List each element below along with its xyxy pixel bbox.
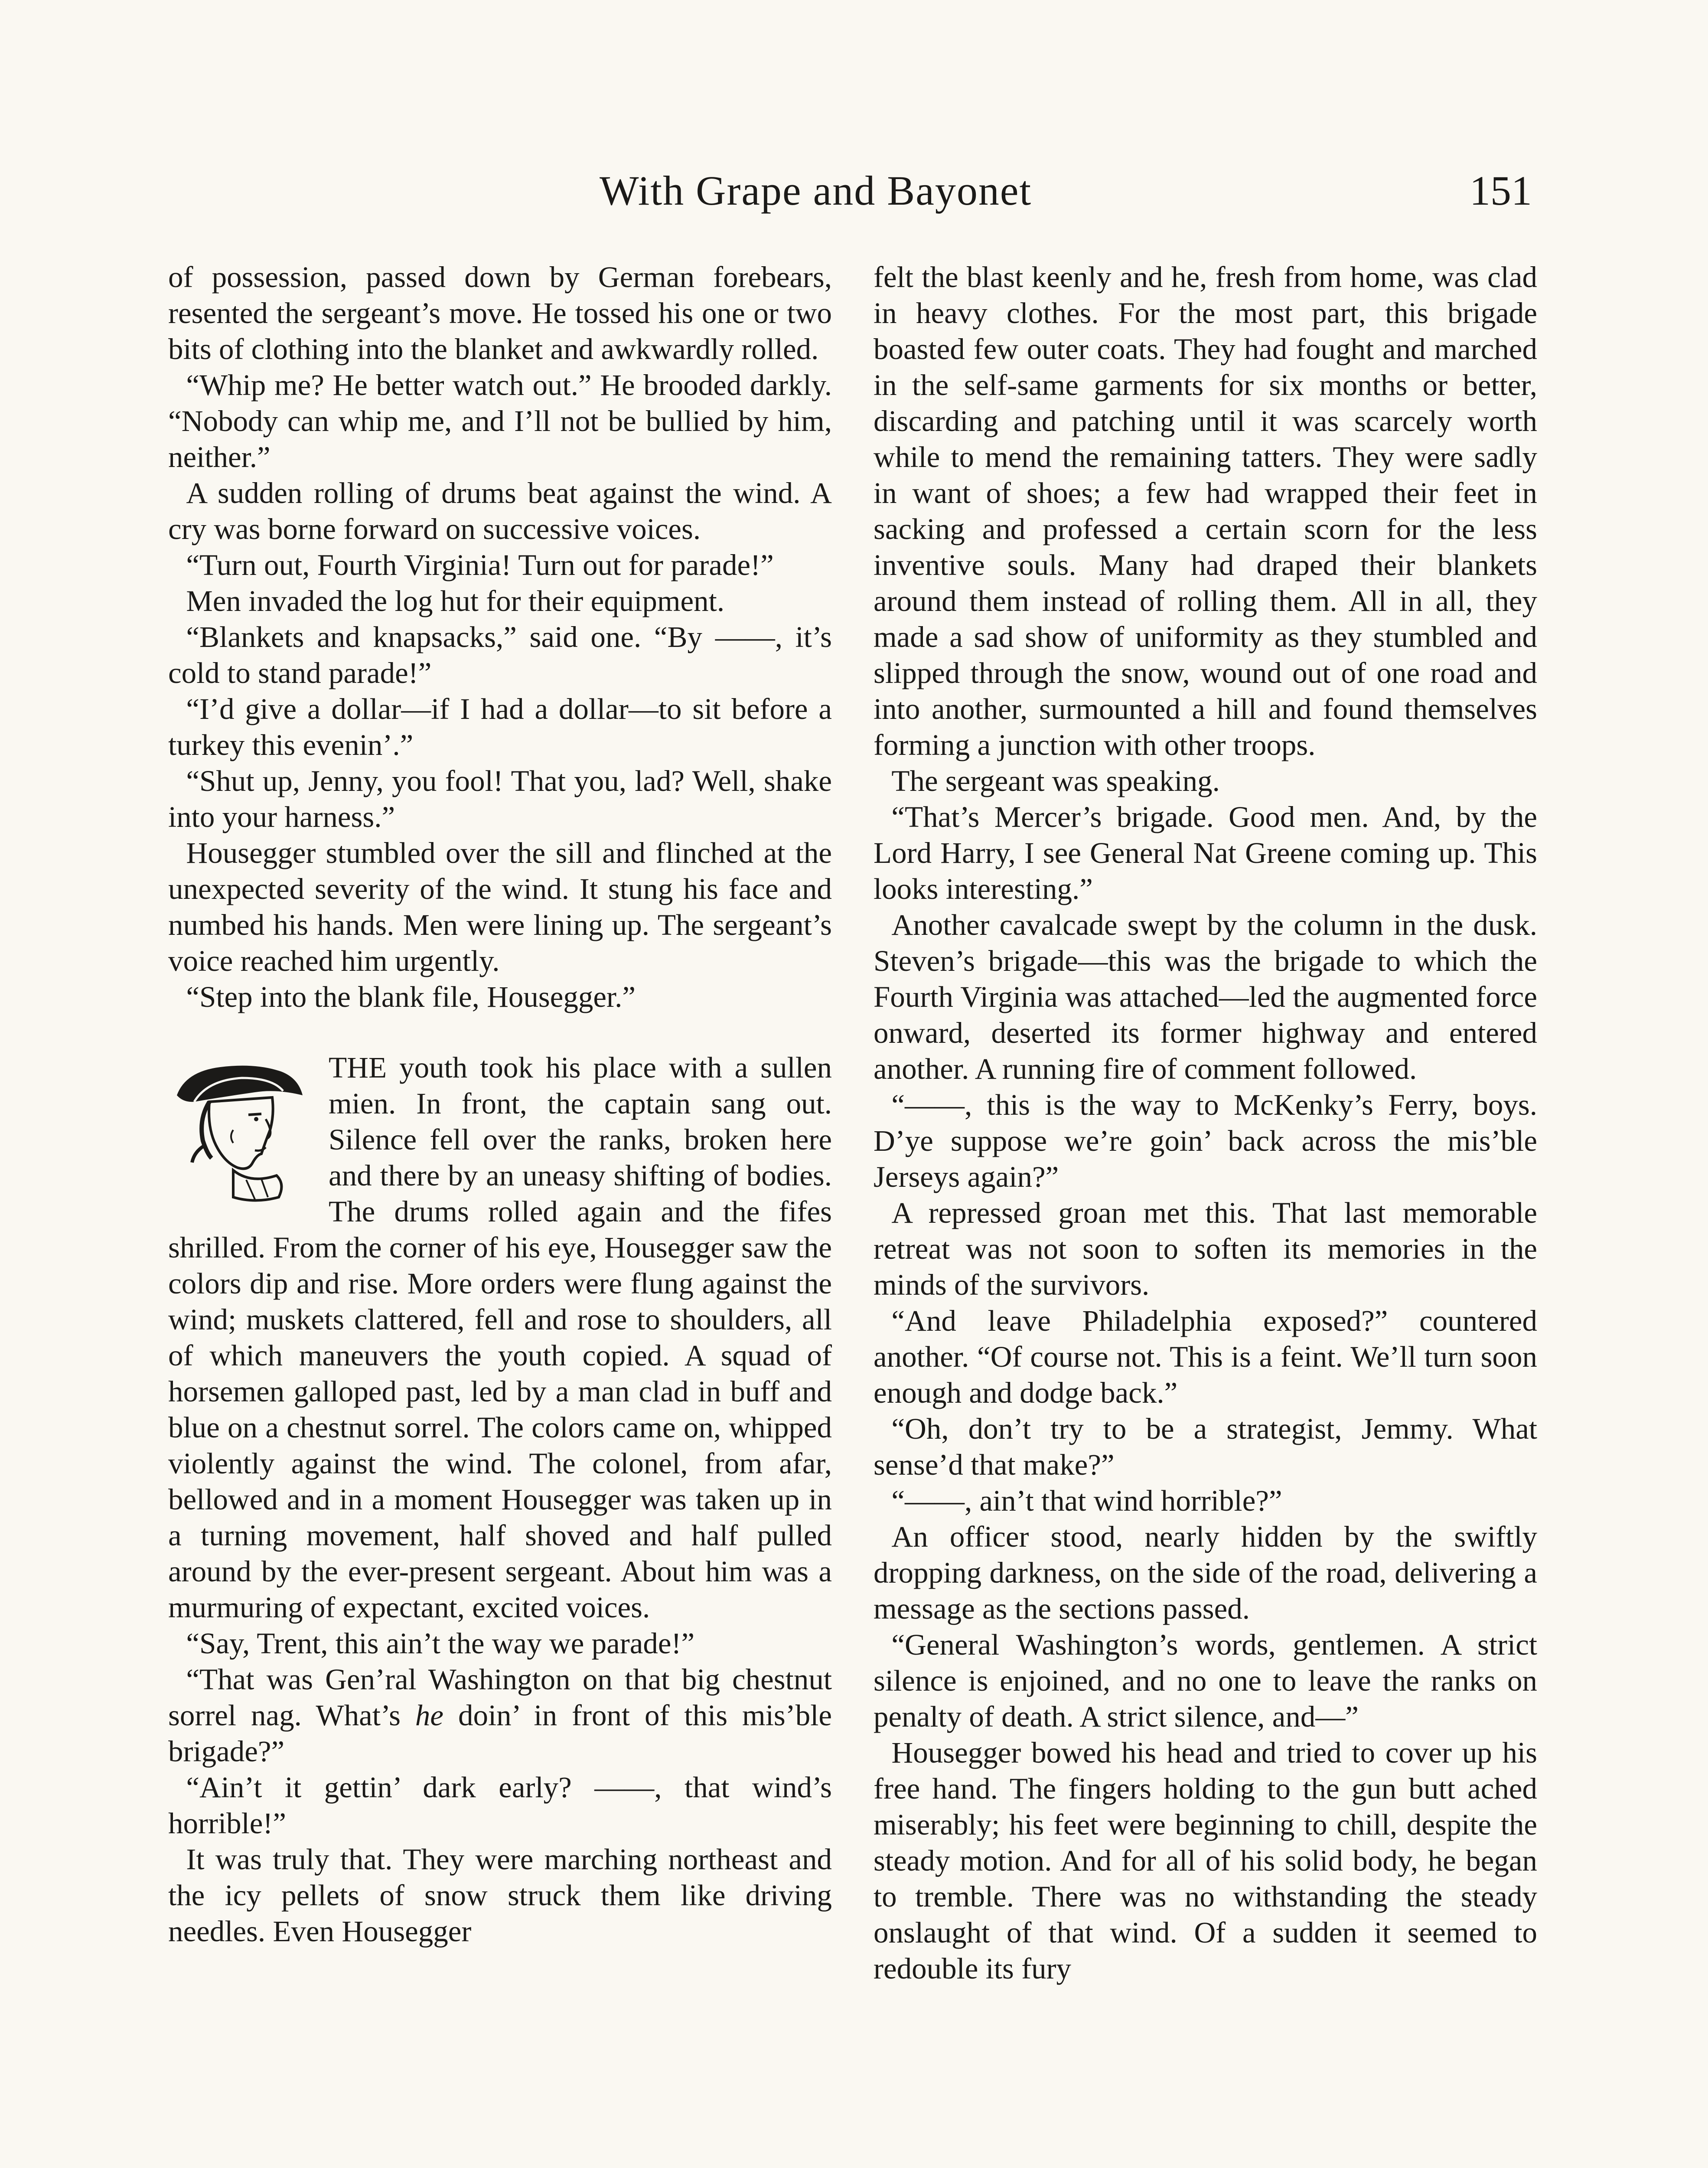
paragraph: “And leave Philadelphia exposed?” countered another. “Of course not. This is a feint. We’ll turn soon enough and dodge back.” (874, 1304, 1537, 1409)
left-column (168, 259, 832, 1949)
running-title: With Grape and Bayonet (600, 167, 1032, 214)
paragraph: A repressed groan met this. That last memorable retreat was not soon to soften its memories in the minds of the survivors. (874, 1196, 1537, 1301)
paragraph: “Blankets and knapsacks,” said one. “By ——, it’s cold to stand parade!” (168, 620, 832, 689)
paragraph (168, 1662, 832, 1770)
paragraph: Housegger stumbled over the sill and flinched at the unexpected severity of the wind. It stung his face and numbed his hands. Men were lining up. The sergeant’s voice reached him urgently. (168, 836, 832, 977)
paragraph: “Whip me? He better watch out.” He brooded darkly. “Nobody can whip me, and I’ll not be bullied by him, neither.” (168, 369, 832, 473)
paragraph: “General Washington’s words, gentlemen. A strict silence is enjoined, and no one to leave the ranks on penalty of death. A strict silence, and—” (874, 1628, 1537, 1733)
right-column (874, 259, 1537, 1987)
paragraph: “——, ain’t that wind horrible?” (891, 1484, 1282, 1517)
paragraph: Housegger bowed his head and tried to cover up his free hand. The fingers holding to the gun butt ached miserably; his feet were beginning to chill, despite the steady motion. And for all of his solid body, he began to tremble. There was no withstanding the steady onslaught of that wind. Of a sudden it seemed to redouble its fury (874, 1736, 1537, 1985)
emphasis: he (415, 1699, 444, 1732)
paragraph: “Say, Trent, this ain’t the way we parade!” (186, 1627, 695, 1660)
section-opening (168, 1050, 832, 1626)
paragraph: An officer stood, nearly hidden by the swiftly dropping darkness, on the side of the road, delivering a message as the sections passed. (874, 1520, 1537, 1625)
paragraph: felt the blast keenly and he, fresh from home, was clad in heavy clothes. For the most part, this brigade boasted few outer coats. They had fought and marched in the self-same garments for six months or better, discarding and patching until it was scarcely worth while to mend the remaining tatters. They were sadly in want of shoes; a few had wrapped their feet in sacking and professed a certain scorn for the less inventive souls. Many had draped their blankets around them instead of rolling them. All in all, they made a sad show of uniformity as they stumbled and slipped through the snow, wound out of one road and into another, surmounted a hill and found themselves forming a junction with other troops. (874, 261, 1537, 761)
soldier-portrait-illustration (168, 1054, 316, 1204)
paragraph: THE youth took his place with a sullen mien. In front, the captain sang out. Silence fell over the ranks, broken here and there by an uneasy shifting of bodies. The drums rolled again and the fifes shrilled. From the corner of his eye, Housegger saw the colors dip and rise. More orders were flung against the wind; muskets clattered, fell and rose to shoulders, all of which maneuvers the youth copied. A squad of horsemen galloped past, led by a man clad in buff and blue on a chestnut sorrel. The colors came on, whipped violently against the wind. The colonel, from afar, bellowed and in a moment Housegger was taken up in a turning movement, half shoved and half pulled around by the ever-present sergeant. About him was a murmuring of expectant, excited voices. (168, 1051, 832, 1624)
paragraph: A sudden rolling of drums beat against the wind. A cry was borne forward on successive voices. (168, 477, 832, 545)
paragraph: Another cavalcade swept by the column in the dusk. Steven’s brigade—this was the brigade to which the Fourth Virginia was attached—led the augmented force onward, deserted its former highway and entered another. A running fire of comment followed. (874, 908, 1537, 1085)
paragraph: “Ain’t it gettin’ dark early? ——, that wind’s horrible!” (168, 1771, 832, 1840)
paragraph: “I’d give a dollar—if I had a dollar—to sit before a turkey this evenin’.” (168, 692, 832, 761)
paragraph: “——, this is the way to McKenky’s Ferry, boys. D’ye suppose we’re goin’ back across the mis’ble Jerseys again?” (874, 1088, 1537, 1193)
paragraph: “That’s Mercer’s brigade. Good men. And, by the Lord Harry, I see General Nat Greene coming up. This looks interesting.” (874, 800, 1537, 905)
paragraph: Men invaded the log hut for their equipment. (186, 584, 725, 617)
paragraph: “Shut up, Jenny, you fool! That you, lad? Well, shake into your harness.” (168, 764, 832, 833)
paragraph: of possession, passed down by German forebears, resented the sergeant’s move. He tossed his one or two bits of clothing into the blanket and awkwardly rolled. (168, 261, 832, 366)
page-number: 151 (1470, 167, 1532, 214)
page-header (0, 165, 1708, 225)
paragraph: “Step into the blank file, Housegger.” (186, 980, 636, 1013)
paragraph: The sergeant was speaking. (891, 764, 1220, 797)
paragraph: “Turn out, Fourth Virginia! Turn out for parade!” (186, 549, 774, 581)
paragraph: It was truly that. They were marching northeast and the icy pellets of snow struck them like driving needles. Even Housegger (168, 1843, 832, 1948)
text-run: “That was Gen’ral Washington on that big chestnut sorrel nag. What’s (168, 1663, 832, 1732)
paragraph: “Oh, don’t try to be a strategist, Jemmy. What sense’d that make?” (874, 1412, 1537, 1481)
text-run: doin’ in front of this mis’ble brigade?” (168, 1699, 832, 1768)
